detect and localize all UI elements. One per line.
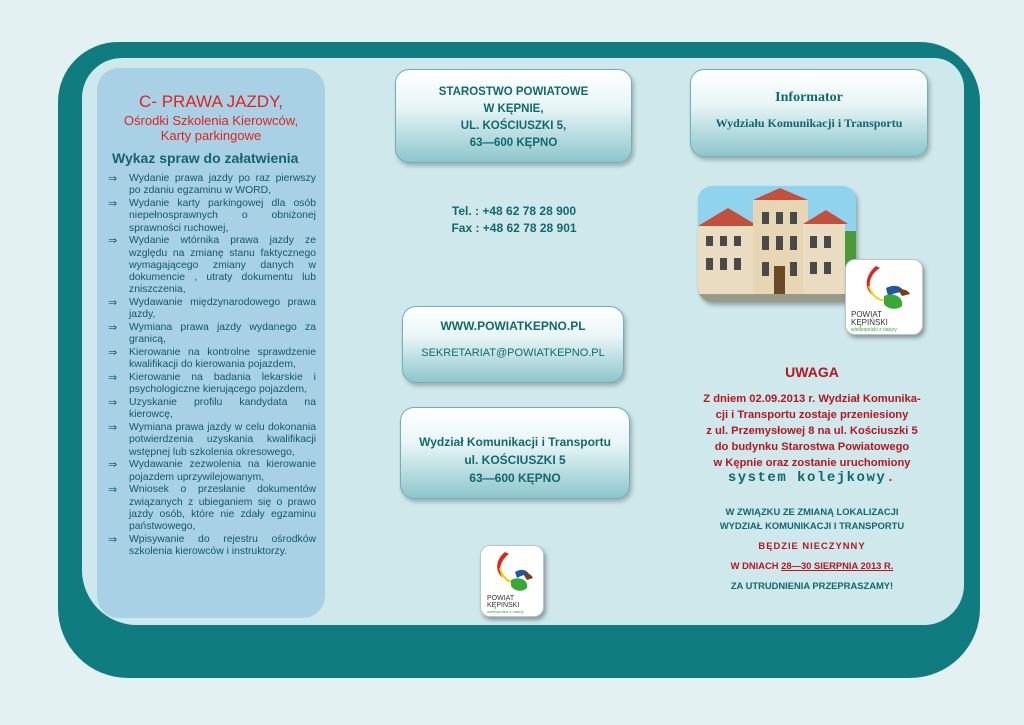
building-icon xyxy=(698,186,856,302)
arrow-right-icon: ⇒ xyxy=(108,173,118,185)
county-logo-large xyxy=(845,259,923,335)
arrow-right-icon: ⇒ xyxy=(108,235,118,248)
county-logo xyxy=(480,545,544,617)
address-line: 63—600 KĘPNO xyxy=(469,137,558,149)
brochure-subtitle: Wydziału Komunikacji i Transportu xyxy=(715,116,903,130)
svg-text:wielkopolski z natury: wielkopolski z natury xyxy=(851,327,897,333)
building-photo xyxy=(698,186,856,302)
matters-list xyxy=(108,173,316,559)
list-item: ⇒ Kierowanie na badania lekarskie i psychologiczne kierującego pojazdem, xyxy=(108,372,316,396)
informator-title-box xyxy=(690,69,928,157)
web-contact-box xyxy=(402,306,624,383)
list-item: ⇒ Wydawanie międzynarodowego prawa jazdy, xyxy=(108,297,316,321)
section-title: C- PRAWA JAZDY, xyxy=(139,92,283,111)
county-logo-icon xyxy=(846,260,922,334)
list-item: ⇒ Uzyskanie profilu kandydata na kierowcę, xyxy=(108,397,316,421)
county-logo-icon xyxy=(481,546,543,616)
closed-label: BĘDZIE NIECZYNNY xyxy=(758,540,866,551)
brochure-title: Informator xyxy=(775,90,843,105)
department-line: ul. KOŚCIUSZKI 5 xyxy=(464,453,566,467)
notice-line: do budynku Starostwa Powiatowego xyxy=(714,441,910,453)
queue-system-label: system kolejkowy. xyxy=(727,470,897,486)
arrow-right-icon: ⇒ xyxy=(108,197,118,210)
notice-line: w Kępnie oraz zostanie uruchomiony xyxy=(713,457,911,469)
list-item: ⇒ Wniosek o przesłanie dokumentów związanych z ubieganiem się o prawo jazdy osób, które nie zdały egzaminu państwowego, xyxy=(108,484,316,533)
list-item: ⇒ Kierowanie na kontrolne sprawdzenie kwalifikacji do kierowania pojazdem, xyxy=(108,347,316,371)
notice-line: z ul. Przemysłowej 8 na ul. Kościuszki 5 xyxy=(706,425,918,437)
department-address-box xyxy=(400,407,630,499)
email-link[interactable]: SEKRETARIAT@POWIATKEPNO.PL xyxy=(421,347,605,359)
department-line: Wydział Komunikacji i Transportu xyxy=(419,435,611,449)
arrow-right-icon: ⇒ xyxy=(108,484,118,497)
address-line: W KĘPNIE, xyxy=(483,103,544,115)
address-line: UL. KOŚCIUSZKI 5, xyxy=(460,120,567,132)
address-line: STAROSTWO POWIATOWE xyxy=(438,86,589,98)
arrow-right-icon: ⇒ xyxy=(108,297,118,310)
notice-line: Z dniem 02.09.2013 r. Wydział Komunika- xyxy=(703,393,921,405)
website-link[interactable]: WWW.POWIATKEPNO.PL xyxy=(440,319,586,333)
location-change-note xyxy=(690,505,934,533)
contact-info xyxy=(400,203,628,237)
apology-note: ZA UTRUDNIENIA PRZEPRASZAMY! xyxy=(730,580,894,591)
svg-text:KĘPIŃSKI: KĘPIŃSKI xyxy=(487,602,520,609)
arrow-right-icon: ⇒ xyxy=(108,459,118,472)
office-address-box xyxy=(395,69,632,163)
svg-text:wielkopolski z natury: wielkopolski z natury xyxy=(487,609,524,614)
closure-dates: W DNIACH 28—30 SIERPNIA 2013 R. xyxy=(730,560,894,571)
change-line: W ZWIĄZKU ZE ZMIANĄ LOKALIZACJI xyxy=(725,506,899,517)
fax-number: Fax : +48 62 78 28 901 xyxy=(451,221,577,235)
arrow-right-icon: ⇒ xyxy=(108,533,118,546)
list-item: ⇒ Wydanie prawa jazdy po raz pierwszy po zdaniu egzaminu w WORD, xyxy=(108,173,316,197)
subtitle-line-1: Ośrodki Szkolenia Kierowców, xyxy=(123,113,299,128)
phone-number: Tel. : +48 62 78 28 900 xyxy=(451,204,577,218)
list-item: ⇒ Wydanie wtórnika prawa jazdy ze względu na zmianę stanu faktycznego wymagającego zmiany danych w dokumencie , utraty dokumentu lub zniszczenia, xyxy=(108,235,316,296)
change-line: WYDZIAŁ KOMUNIKACJI I TRANSPORTU xyxy=(719,520,905,531)
notice-line: cji i Transportu zostaje przeniesiony xyxy=(715,409,909,421)
arrow-right-icon: ⇒ xyxy=(108,422,118,435)
list-heading: Wykaz spraw do załatwienia xyxy=(112,150,299,166)
relocation-notice xyxy=(684,391,940,471)
arrow-right-icon: ⇒ xyxy=(108,397,118,410)
subtitle-line-2: Karty parkingowe xyxy=(160,128,262,143)
section-subtitle xyxy=(97,113,325,143)
arrow-right-icon: ⇒ xyxy=(108,347,118,360)
svg-text:POWIAT: POWIAT xyxy=(487,595,515,602)
svg-text:KĘPIŃSKI: KĘPIŃSKI xyxy=(851,318,888,327)
arrow-right-icon: ⇒ xyxy=(108,322,118,335)
department-line: 63—600 KĘPNO xyxy=(469,471,561,485)
list-item: ⇒ Wymiana prawa jazdy w celu dokonania potwierdzenia uzyskania kwalifikacji wstępnej lub szkolenia okresowego, xyxy=(108,422,316,458)
arrow-right-icon: ⇒ xyxy=(108,372,118,385)
svg-text:POWIAT: POWIAT xyxy=(851,310,882,319)
list-item: ⇒ Wpisywanie do rejestru ośrodków szkolenia kierowców i instruktorzy. xyxy=(108,533,316,558)
list-item: ⇒ Wydawanie zezwolenia na kierowanie pojazdem uprzywilejowanym, xyxy=(108,459,316,483)
list-item: ⇒ Wymiana prawa jazdy wydanego za granicą, xyxy=(108,322,316,346)
notice-heading: UWAGA xyxy=(785,364,839,380)
list-item: ⇒ Wydanie karty parkingowej dla osób niepełnosprawnych o obniżonej sprawności ruchowej, xyxy=(108,197,316,234)
